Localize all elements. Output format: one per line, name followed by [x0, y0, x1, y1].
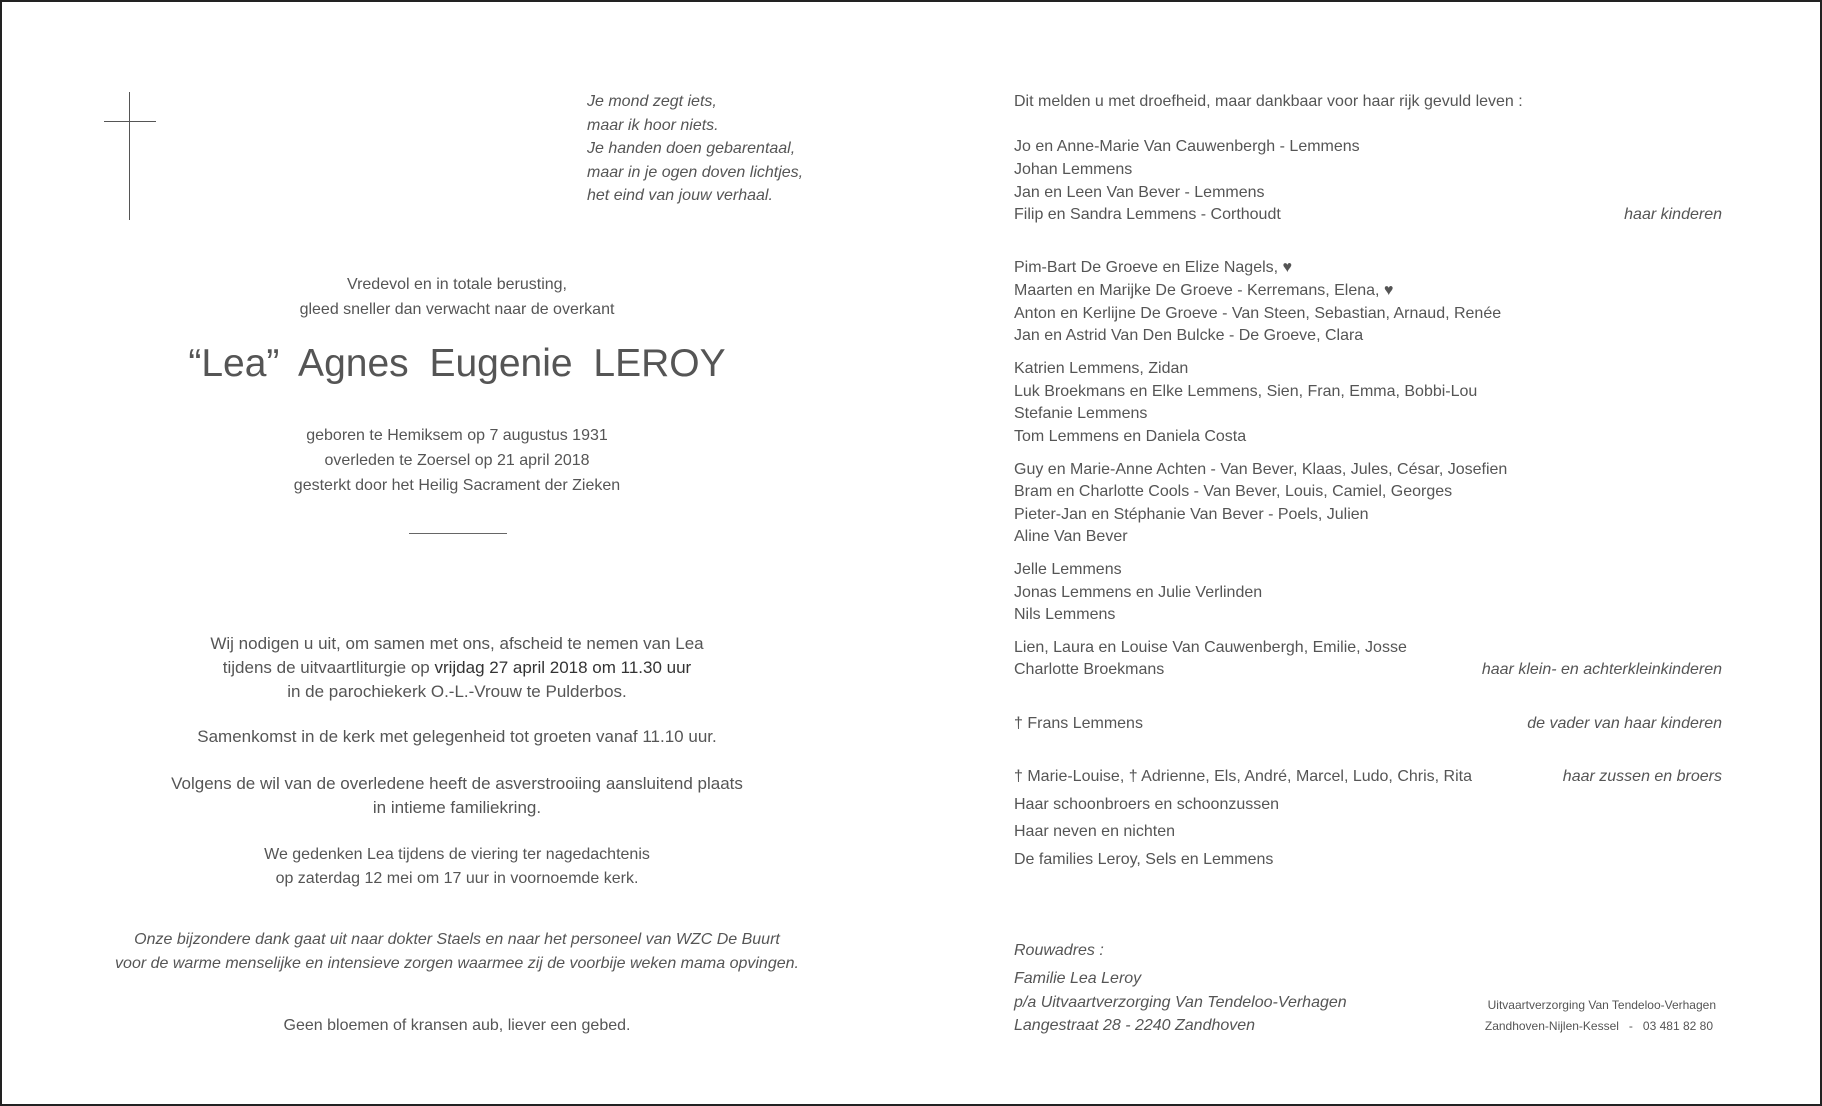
grandchild-line: Stefanie Lemmens: [1014, 405, 1148, 422]
father-relation: de vader van haar kinderen: [1527, 715, 1722, 732]
remembrance-text: [112, 843, 802, 891]
meeting-text: Samenkomst in de kerk met gelegenheid tot groeten vanaf 11.10 uur.: [197, 727, 717, 746]
remembrance-line: op zaterdag 12 mei om 17 uur in voornoemde kerk.: [275, 870, 639, 887]
intro-text: [112, 272, 802, 322]
extended-family-line: Haar neven en nichten: [1014, 823, 1175, 840]
siblings-names: † Marie-Louise, † Adrienne, Els, André, Marcel, Ludo, Chris, Rita: [1014, 768, 1472, 785]
cross-icon: [129, 92, 130, 220]
will-text: [112, 772, 802, 820]
undertaker-contact: Zandhoven-Nijlen-Kessel - 03 481 82 80: [1484, 1019, 1713, 1033]
grandchild-line: Maarten en Marijke De Groeve - Kerremans, Elena, ♥: [1014, 282, 1394, 299]
birth-line: geboren te Hemiksem op 7 augustus 1931: [306, 427, 608, 444]
child-line: [1014, 204, 1722, 226]
poem-line: maar ik hoor niets.: [587, 116, 719, 134]
child-line: Jo en Anne-Marie Van Cauwenbergh - Lemmens: [1014, 138, 1360, 155]
grandchild-line: Luk Broekmans en Elke Lemmens, Sien, Fran, Emma, Bobbi-Lou: [1014, 383, 1478, 400]
grandchild-line: Anton en Kerlijne De Groeve - Van Steen, Sebastian, Arnaud, Renée: [1014, 305, 1502, 322]
poem-line: Je mond zegt iets,: [587, 93, 717, 110]
address-line: Familie Lea Leroy: [1014, 970, 1142, 987]
poem: [587, 90, 803, 208]
funeral-invitation: [112, 632, 802, 704]
invite-prefix: tijdens de uitvaartliturgie op: [222, 658, 435, 677]
grandchild-line: Nils Lemmens: [1014, 606, 1116, 623]
death-line: overleden te Zoersel op 21 april 2018: [324, 452, 590, 469]
child-line: Jan en Leen Van Bever - Lemmens: [1014, 184, 1265, 201]
grandchild-line: Bram en Charlotte Cools - Van Bever, Louis, Camiel, Georges: [1014, 483, 1453, 500]
child-name: Filip en Sandra Lemmens - Corthoudt: [1014, 206, 1281, 223]
child-line: Johan Lemmens: [1014, 161, 1133, 178]
grandchild-line: Aline Van Bever: [1014, 528, 1128, 545]
invite-line: Wij nodigen u uit, om samen met ons, afscheid te nemen van Lea: [210, 634, 704, 653]
life-dates: [112, 423, 802, 498]
thanks-line: voor de warme menselijke en intensieve zorgen waarmee zij de voorbije weken mama opvingen.: [115, 955, 799, 972]
announcement: Dit melden u met droefheid, maar dankbaar voor haar rijk gevuld leven :: [1014, 93, 1523, 110]
poem-line: Je handen doen gebarentaal,: [587, 140, 796, 157]
grandchildren-relation: haar klein- en achterkleinkinderen: [1481, 661, 1722, 678]
grandchild-line: [1014, 659, 1722, 681]
poem-line: het eind van jouw verhaal.: [587, 187, 773, 204]
invite-line: [112, 656, 802, 680]
address-line: p/a Uitvaartverzorging Van Tendeloo-Verhagen: [1014, 994, 1347, 1011]
grandchild-line: Jelle Lemmens: [1014, 561, 1122, 578]
intro-line: Vredevol en in totale berusting,: [347, 276, 567, 293]
grandchild-line: Pim-Bart De Groeve en Elize Nagels, ♥: [1014, 259, 1293, 276]
remembrance-line: We gedenken Lea tijdens de viering ter nagedachtenis: [264, 846, 650, 863]
cross-icon-bar: [104, 121, 156, 122]
thanks-text: [112, 928, 802, 976]
children-relation: haar kinderen: [1624, 206, 1722, 223]
extended-family-line: Haar schoonbroers en schoonzussen: [1014, 796, 1280, 813]
father-name: † Frans Lemmens: [1014, 715, 1143, 732]
father-line: [1014, 713, 1722, 735]
grandchild-line: Jonas Lemmens en Julie Verlinden: [1014, 584, 1263, 601]
grandchild-line: Pieter-Jan en Stéphanie Van Bever - Poels, Julien: [1014, 506, 1369, 523]
deceased-name: “Lea” Agnes Eugenie LEROY: [188, 342, 726, 385]
grandchild-name: Charlotte Broekmans: [1014, 661, 1165, 678]
thanks-line: Onze bijzondere dank gaat uit naar dokter Staels en naar het personeel van WZC De Buurt: [134, 931, 780, 948]
poem-line: maar in je ogen doven lichtjes,: [587, 163, 804, 181]
grandchild-line: Guy en Marie-Anne Achten - Van Bever, Klaas, Jules, César, Josefien: [1014, 461, 1508, 478]
grandchild-line: Lien, Laura en Louise Van Cauwenbergh, Emilie, Josse: [1014, 639, 1407, 656]
address-line: Langestraat 28 - 2240 Zandhoven: [1014, 1017, 1256, 1034]
intro-line: gleed sneller dan verwacht naar de overkant: [299, 301, 615, 318]
invite-line: in de parochiekerk O.-L.-Vrouw te Pulderbos.: [287, 682, 627, 701]
siblings-line: [1014, 766, 1722, 788]
will-line: Volgens de wil van de overledene heeft de asverstrooiing aansluitend plaats: [171, 774, 743, 793]
grandchild-line: Katrien Lemmens, Zidan: [1014, 360, 1189, 377]
extended-family-line: De families Leroy, Sels en Lemmens: [1014, 851, 1274, 868]
sacrament-line: gesterkt door het Heilig Sacrament der Zieken: [293, 477, 621, 494]
flowers-note: Geen bloemen of kransen aub, liever een gebed.: [283, 1017, 631, 1034]
siblings-relation: haar zussen en broers: [1562, 768, 1722, 785]
undertaker-name: Uitvaartverzorging Van Tendeloo-Verhagen: [1487, 998, 1716, 1012]
grandchild-line: Jan en Astrid Van Den Bulcke - De Groeve, Clara: [1014, 327, 1364, 344]
divider: [409, 533, 507, 534]
address-label: Rouwadres :: [1014, 942, 1104, 959]
funeral-datetime: vrijdag 27 april 2018 om 11.30 uur: [434, 658, 692, 677]
grandchild-line: Tom Lemmens en Daniela Costa: [1014, 428, 1247, 445]
will-line: in intieme familiekring.: [372, 798, 542, 817]
